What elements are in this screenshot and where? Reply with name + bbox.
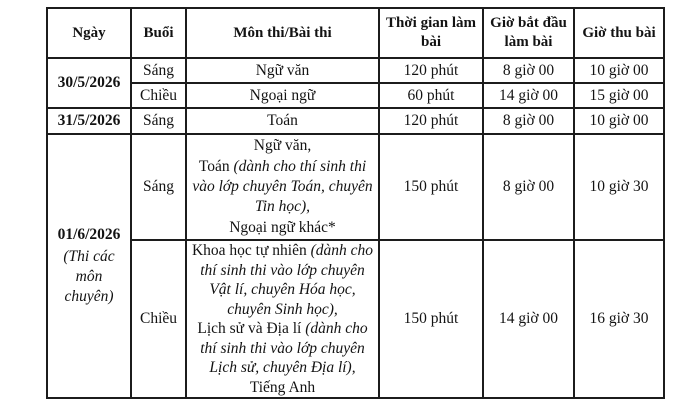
subject-paragraph: Toán (dành cho thí sinh thi vào lớp chuyên Toán, chuyên Tin học), (192, 158, 373, 215)
cell-start-time: 8 giờ 00 (483, 58, 574, 83)
cell-session: Sáng (131, 134, 186, 240)
cell-date-31-5: 31/5/2026 (47, 108, 131, 134)
subject-paragraph: Tiếng Anh (249, 378, 316, 396)
row-30-5-chieu (47, 83, 664, 108)
cell-subject: Toán (186, 108, 379, 134)
cell-date-30-5: 30/5/2026 (47, 58, 131, 108)
cell-subject: Ngữ văn (186, 58, 379, 83)
cell-duration: 150 phút (379, 240, 483, 398)
cell-duration: 120 phút (379, 58, 483, 83)
cell-duration: 150 phút (379, 134, 483, 240)
header-start-time: Giờ bắt đầu làm bài (483, 8, 574, 58)
row-31-5-sang (47, 108, 664, 134)
cell-session: Chiều (131, 83, 186, 108)
subject-paragraph: Lịch sử và Địa lí (dành cho thí sinh thi vào lớp chuyên Lịch sử, chuyên Địa lí), (197, 320, 368, 376)
cell-start-time: 14 giờ 00 (483, 240, 574, 398)
subject-paragraph: Ngoại ngữ khác* (229, 219, 336, 236)
cell-collect-time: 10 giờ 00 (574, 58, 664, 83)
header-duration: Thời gian làm bài (379, 8, 483, 58)
subject-paragraph: Ngữ văn, (253, 137, 312, 154)
header-date: Ngày (47, 8, 131, 58)
cell-duration: 120 phút (379, 108, 483, 134)
row-01-6-sang (47, 134, 664, 240)
cell-collect-time: 15 giờ 00 (574, 83, 664, 108)
cell-duration: 60 phút (379, 83, 483, 108)
cell-start-time: 8 giờ 00 (483, 108, 574, 134)
date-text: 01/6/2026 (57, 226, 121, 243)
cell-collect-time: 10 giờ 00 (574, 108, 664, 134)
row-01-6-chieu (47, 240, 664, 398)
cell-session: Sáng (131, 108, 186, 134)
header-row (47, 8, 664, 58)
header-session: Buổi (131, 8, 186, 58)
subject-paragraph: Khoa học tự nhiên (dành cho thí sinh thi vào lớp chuyên Vật lí, chuyên Hóa học, chuyên Sinh học), (191, 242, 374, 318)
cell-subject: Ngoại ngữ (186, 83, 379, 108)
cell-start-time: 8 giờ 00 (483, 134, 574, 240)
cell-session: Chiều (131, 240, 186, 398)
exam-schedule-table (46, 7, 665, 399)
row-30-5-sang (47, 58, 664, 83)
cell-start-time: 14 giờ 00 (483, 83, 574, 108)
cell-subject (186, 240, 379, 398)
cell-collect-time: 16 giờ 30 (574, 240, 664, 398)
cell-session: Sáng (131, 58, 186, 83)
cell-date-01-6 (47, 134, 131, 398)
cell-subject (186, 134, 379, 240)
header-collect-time: Giờ thu bài (574, 8, 664, 58)
cell-collect-time: 10 giờ 30 (574, 134, 664, 240)
date-note: (Thi các môn chuyên) (63, 248, 115, 305)
header-subject: Môn thi/Bài thi (186, 8, 379, 58)
